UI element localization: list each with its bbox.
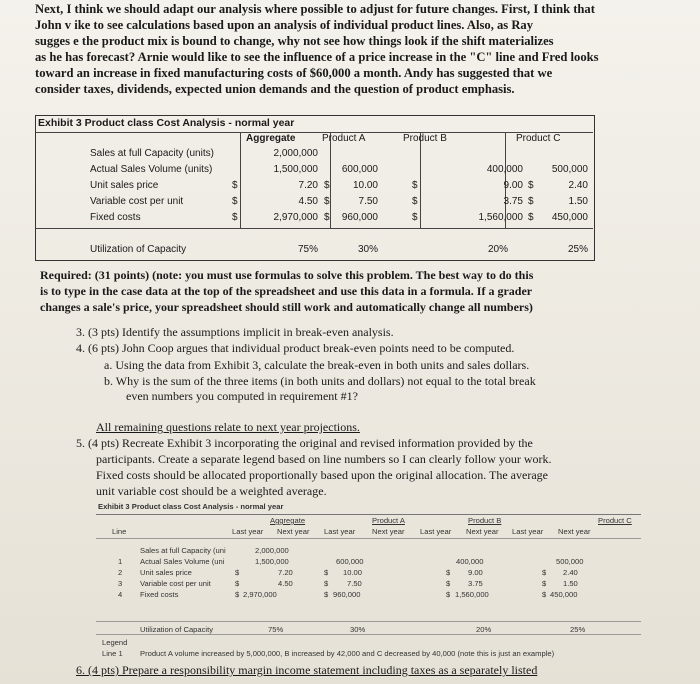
cell-agg: 2,000,000 xyxy=(255,546,289,555)
question-4a: a. Using the data from Exhibit 3, calculate the break-even in both units and sales dollars. xyxy=(104,358,530,372)
question-5-line-3: Fixed costs should be allocated proportionally based upon the original allocation. The average xyxy=(96,468,548,482)
header-product-c: Product C xyxy=(516,133,561,144)
cell-c: 2.40 xyxy=(563,568,578,577)
sub-header: Last year xyxy=(324,527,356,536)
cell-c: 2.40 xyxy=(568,180,588,191)
currency-symbol: $ xyxy=(542,568,547,577)
currency-symbol: $ xyxy=(446,568,451,577)
util-c: 25% xyxy=(570,625,586,634)
currency-symbol: $ xyxy=(542,579,547,588)
question-5-line-2: participants. Create a separate legend based on line numbers so I can clearly follow your work. xyxy=(96,452,552,466)
cell-agg: 7.20 xyxy=(298,180,318,191)
sub-header: Next year xyxy=(277,527,310,536)
cell-agg: 2,000,000 xyxy=(273,148,318,159)
currency-symbol: $ xyxy=(324,579,329,588)
cell-b: 1,560,000 xyxy=(455,590,489,599)
row-label: Unit sales price xyxy=(140,568,192,577)
currency-symbol: $ xyxy=(324,180,330,191)
cell-c: 1.50 xyxy=(563,579,578,588)
cell-c: 450,000 xyxy=(551,212,588,223)
cell-a: 960,000 xyxy=(333,590,361,599)
util-a: 30% xyxy=(350,625,366,634)
sub-header: Last year xyxy=(232,527,264,536)
cell-c: 500,000 xyxy=(556,557,584,566)
row-label: Actual Sales Volume (uni xyxy=(140,557,225,566)
intro-line-1: Next, I think we should adapt our analysis where possible to adjust for future changes. First, I think that xyxy=(35,2,595,16)
divider xyxy=(96,621,641,622)
util-b: 20% xyxy=(487,244,508,255)
cell-c: 500,000 xyxy=(551,164,588,175)
util-c: 25% xyxy=(567,244,588,255)
divider xyxy=(96,634,641,635)
intro-line-6: consider taxes, dividends, expected union demands and the question of product emphasis. xyxy=(35,82,515,96)
currency-symbol: $ xyxy=(528,212,534,223)
header-product-b: Product B xyxy=(403,133,447,144)
cell-agg: 4.50 xyxy=(278,579,293,588)
group-product-c: Product C xyxy=(598,516,632,525)
sub-header: Next year xyxy=(558,527,591,536)
divider xyxy=(96,538,641,539)
currency-symbol: $ xyxy=(528,196,534,207)
currency-symbol: $ xyxy=(232,212,238,223)
exhibit-2-title: Exhibit 3 Product class Cost Analysis - normal year xyxy=(98,502,284,511)
cell-agg: 4.50 xyxy=(298,196,318,207)
intro-line-3: sugges e the product mix is bound to change, why not see how things look if the shift materializes xyxy=(35,34,554,48)
row-label: Fixed costs xyxy=(90,212,141,223)
group-product-a: Product A xyxy=(372,516,405,525)
cell-a: 10.00 xyxy=(352,180,378,191)
cell-b: 400,000 xyxy=(486,164,523,175)
required-line-3: changes a sale's price, your spreadsheet should still work and automatically change all numbers) xyxy=(40,300,533,314)
currency-symbol: $ xyxy=(412,180,418,191)
currency-symbol: $ xyxy=(235,579,240,588)
currency-symbol: $ xyxy=(446,579,451,588)
group-aggregate: Aggregate xyxy=(270,516,306,525)
sub-header: Next year xyxy=(372,527,405,536)
divider xyxy=(36,132,593,133)
question-3: 3. (3 pts) Identify the assumptions implicit in break-even analysis. xyxy=(76,325,394,339)
legend-heading: Legend xyxy=(102,638,128,647)
utilization-label: Utilization of Capacity xyxy=(90,244,187,255)
question-4b-cont: even numbers you computed in requirement #1? xyxy=(126,389,358,403)
question-4: 4. (6 pts) John Coop argues that individual product break-even points need to be computed. xyxy=(76,341,515,355)
legend-line-label: Line 1 xyxy=(102,649,123,658)
cell-c: 450,000 xyxy=(550,590,578,599)
remaining-heading: All remaining questions relate to next year projections. xyxy=(96,420,360,434)
currency-symbol: $ xyxy=(324,196,330,207)
currency-symbol: $ xyxy=(324,212,330,223)
utilization-label: Utilization of Capacity xyxy=(140,625,214,634)
row-label: Actual Sales Volume (units) xyxy=(90,164,213,175)
line-number: 4 xyxy=(118,590,123,599)
line-header: Line xyxy=(112,527,127,536)
sub-header: Last year xyxy=(512,527,544,536)
currency-symbol: $ xyxy=(446,590,451,599)
row-label: Unit sales price xyxy=(90,180,159,191)
intro-line-4: as he has forecast? Arnie would like to see the influence of a price increase in the "C" line and Fred looks xyxy=(35,50,599,64)
legend-text: Product A volume increased by 5,000,000, B increased by 42,000 and C decreased by 40,000 (note this is just an example) xyxy=(140,649,555,658)
row-label: Sales at full Capacity (units) xyxy=(90,148,214,159)
cell-a: 600,000 xyxy=(341,164,378,175)
cell-b: 9.00 xyxy=(503,180,523,191)
cell-a: 960,000 xyxy=(341,212,378,223)
intro-line-2: John v ike to see calculations based upon an analysis of individual product lines. Also, as Ray xyxy=(35,18,534,32)
util-agg: 75% xyxy=(297,244,318,255)
cell-b: 3.75 xyxy=(503,196,523,207)
cell-a: 600,000 xyxy=(336,557,364,566)
header-aggregate: Aggregate xyxy=(246,133,296,144)
cell-b: 1,560,000 xyxy=(478,212,523,223)
cell-agg: 1,500,000 xyxy=(273,164,318,175)
cell-a: 7.50 xyxy=(358,196,378,207)
currency-symbol: $ xyxy=(412,212,418,223)
question-4b: b. Why is the sum of the three items (in both units and dollars) not equal to the total break xyxy=(104,374,536,388)
currency-symbol: $ xyxy=(232,180,238,191)
util-a: 30% xyxy=(357,244,378,255)
cell-agg: 2,970,000 xyxy=(243,590,277,599)
cell-agg: 2,970,000 xyxy=(273,212,318,223)
question-6: 6. (4 pts) Prepare a responsibility margin income statement including taxes as a separately listed xyxy=(76,663,538,677)
cell-a: 10.00 xyxy=(343,568,363,577)
util-b: 20% xyxy=(476,625,492,634)
line-number: 3 xyxy=(118,579,123,588)
divider xyxy=(96,514,641,515)
row-label: Variable cost per unit xyxy=(140,579,211,588)
sub-header: Last year xyxy=(420,527,452,536)
currency-symbol: $ xyxy=(232,196,238,207)
row-label: Fixed costs xyxy=(140,590,179,599)
sub-header: Next year xyxy=(466,527,499,536)
divider xyxy=(36,228,593,229)
required-line-2: is to type in the case data at the top of the spreadsheet and use this data in a formula. If a grader xyxy=(40,284,533,298)
row-label: Variable cost per unit xyxy=(90,196,184,207)
header-product-a: Product A xyxy=(322,133,366,144)
currency-symbol: $ xyxy=(542,590,547,599)
group-product-b: Product B xyxy=(468,516,502,525)
question-5: 5. (4 pts) Recreate Exhibit 3 incorporating the original and revised information provided by the xyxy=(76,436,533,450)
intro-line-5: toward an increase in fixed manufacturing costs of $60,000 a month. Andy has suggested that we xyxy=(35,66,553,80)
currency-symbol: $ xyxy=(235,568,240,577)
cell-agg: 1,500,000 xyxy=(255,557,289,566)
currency-symbol: $ xyxy=(235,590,240,599)
util-agg: 75% xyxy=(268,625,284,634)
cell-c: 1.50 xyxy=(568,196,588,207)
line-number: 2 xyxy=(118,568,123,577)
currency-symbol: $ xyxy=(528,180,534,191)
cell-b: 400,000 xyxy=(456,557,484,566)
currency-symbol: $ xyxy=(412,196,418,207)
required-line-1: Required: (31 points) (note: you must use formulas to solve this problem. The best way to do this xyxy=(40,268,534,282)
cell-a: 7.50 xyxy=(347,579,362,588)
currency-symbol: $ xyxy=(324,568,329,577)
currency-symbol: $ xyxy=(324,590,329,599)
cell-b: 9.00 xyxy=(468,568,483,577)
row-label: Sales at full Capacity (uni xyxy=(140,546,226,555)
divider xyxy=(420,132,421,228)
cell-agg: 7.20 xyxy=(278,568,293,577)
line-number: 1 xyxy=(118,557,123,566)
exhibit-1-title: Exhibit 3 Product class Cost Analysis - normal year xyxy=(38,117,295,129)
question-5-line-4: unit variable cost should be a weighted average. xyxy=(96,484,327,498)
cell-b: 3.75 xyxy=(468,579,483,588)
